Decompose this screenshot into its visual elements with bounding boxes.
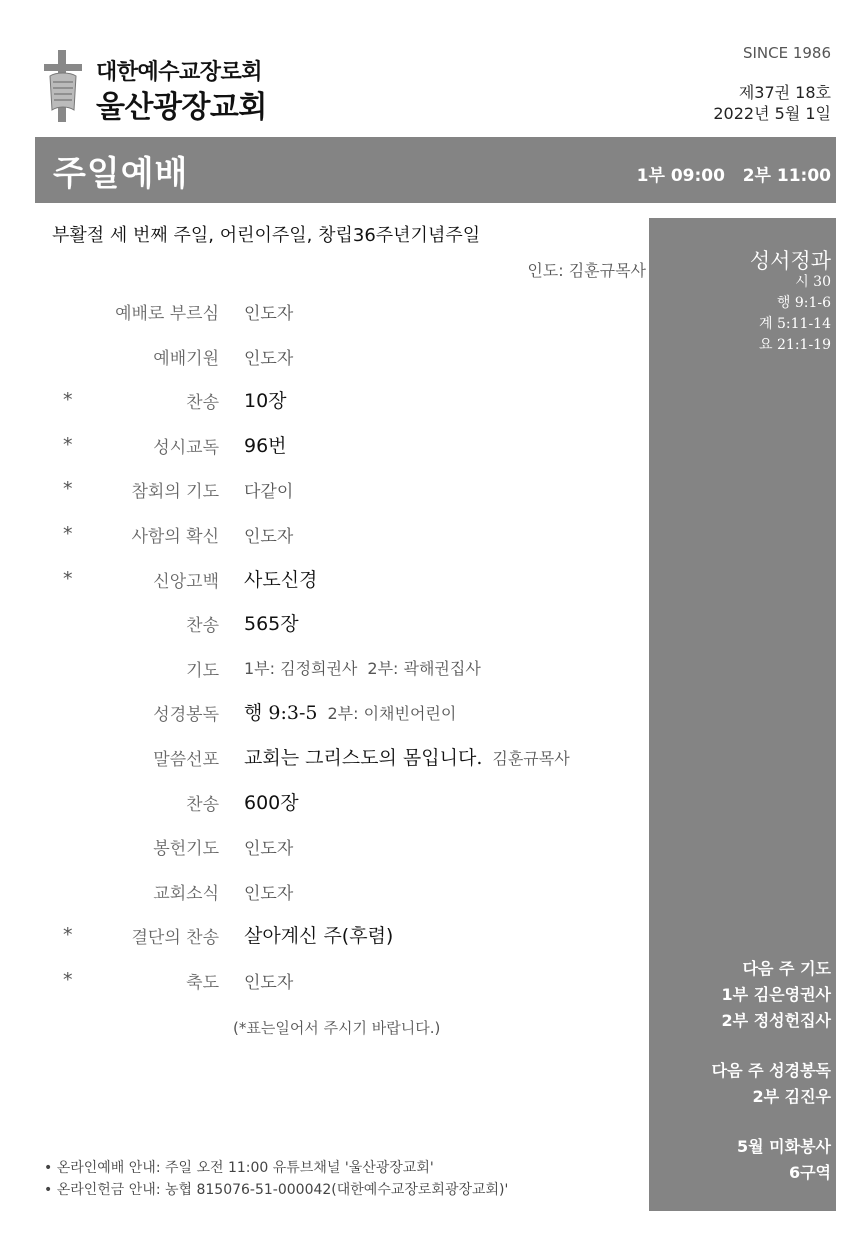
order-item-value-text: 인도자 bbox=[244, 527, 294, 547]
lectionary-reading: 행 9:1-6 bbox=[776, 295, 831, 311]
order-item-value-text: 인도자 bbox=[244, 349, 294, 369]
order-item-value-text: 행 9:3-5 bbox=[244, 702, 318, 724]
bulletin-date: 2022년 5월 1일 bbox=[713, 104, 831, 123]
service-leader: 인도: 김훈규목사 bbox=[527, 261, 646, 280]
online-worship-info: • 온라인예배 안내: 주일 오전 11:00 유튜브채널 '울산광장교회' bbox=[44, 1160, 434, 1176]
since-year: SINCE 1986 bbox=[742, 44, 831, 62]
order-item-label: 찬송 bbox=[186, 795, 219, 815]
order-item-value bbox=[244, 834, 293, 859]
order-item-value-text: 인도자 bbox=[244, 304, 294, 324]
standing-marker: * bbox=[63, 478, 73, 500]
next-prayer-second: 2부 정성헌집사 bbox=[721, 1011, 831, 1030]
order-item-value-text: 600장 bbox=[244, 792, 299, 814]
order-item-label: 봉헌기도 bbox=[153, 839, 219, 859]
order-item-value bbox=[244, 386, 287, 413]
next-reading-title: 다음 주 성경봉독 bbox=[711, 1061, 831, 1080]
order-item-label: 교회소식 bbox=[153, 884, 219, 904]
order-item-label: 신앙고백 bbox=[153, 572, 219, 592]
lectionary-title: 성서정과 bbox=[749, 249, 831, 273]
order-item-label: 예배로 부르심 bbox=[115, 304, 219, 324]
standing-marker: * bbox=[63, 389, 73, 411]
order-item-value bbox=[244, 344, 293, 369]
banner-title: 주일예배 bbox=[53, 154, 189, 194]
order-item-value bbox=[244, 565, 317, 592]
order-item-value bbox=[244, 968, 293, 993]
standing-marker: * bbox=[63, 434, 73, 456]
order-item-value-text: 인도자 bbox=[244, 839, 294, 859]
standing-marker: * bbox=[63, 523, 73, 545]
order-item-value-text: 살아계신 주(후렴) bbox=[244, 925, 394, 947]
order-item-extra: 2부: 이채빈어린이 bbox=[327, 704, 457, 723]
standing-note: (*표는일어서 주시기 바랍니다.) bbox=[233, 1019, 441, 1037]
order-item-value bbox=[244, 698, 456, 725]
order-item-value-text: 10장 bbox=[244, 390, 287, 412]
order-item-label: 찬송 bbox=[186, 616, 219, 636]
order-item-value-text: 다같이 bbox=[244, 482, 294, 502]
order-item-label: 성시교독 bbox=[153, 438, 219, 458]
order-item-value-text: 1부: 김정희권사 bbox=[244, 659, 358, 678]
order-item-label: 기도 bbox=[186, 661, 219, 681]
order-item-label: 사함의 확신 bbox=[131, 527, 219, 547]
church-name: 울산광장교회 bbox=[96, 90, 267, 125]
order-item-extra: 2부: 곽해권집사 bbox=[367, 659, 481, 678]
next-prayer-title: 다음 주 기도 bbox=[742, 959, 831, 978]
order-item-value-text: 인도자 bbox=[244, 884, 294, 904]
order-item-value bbox=[244, 656, 481, 679]
order-item-label: 참회의 기도 bbox=[131, 482, 219, 502]
lectionary-reading: 계 5:11-14 bbox=[759, 316, 831, 332]
order-item-label: 축도 bbox=[186, 973, 219, 993]
order-item-extra: 김훈규목사 bbox=[492, 749, 570, 768]
next-reading-reader: 2부 김진우 bbox=[752, 1087, 831, 1106]
order-item-label: 결단의 찬송 bbox=[131, 928, 219, 948]
flower-service-title: 5월 미화봉사 bbox=[737, 1137, 831, 1156]
order-item-label: 예배기원 bbox=[153, 349, 219, 369]
order-item-label: 찬송 bbox=[186, 393, 219, 413]
order-item-value bbox=[244, 743, 570, 770]
service-times: 1부 09:00 2부 11:00 bbox=[636, 166, 831, 186]
next-prayer-first: 1부 김은영권사 bbox=[721, 985, 831, 1004]
standing-marker: * bbox=[63, 969, 73, 991]
order-item-value bbox=[244, 299, 293, 324]
order-item-label: 말씀선포 bbox=[153, 750, 219, 770]
flower-service-group: 6구역 bbox=[788, 1163, 831, 1182]
order-item-value bbox=[244, 477, 293, 502]
issue-number: 제37권 18호 bbox=[738, 83, 831, 102]
order-item-value bbox=[244, 609, 299, 636]
order-item-value bbox=[244, 921, 393, 948]
order-item-value-text: 96번 bbox=[244, 435, 287, 457]
order-item-value-text: 565장 bbox=[244, 613, 299, 635]
lectionary-reading: 요 21:1-19 bbox=[759, 337, 831, 353]
order-item-value bbox=[244, 431, 287, 458]
order-item-value-text: 교회는 그리스도의 몸입니다. bbox=[244, 747, 483, 769]
order-item-label: 성경봉독 bbox=[153, 705, 219, 725]
service-occasion: 부활절 세 번째 주일, 어린이주일, 창립36주년기념주일 bbox=[52, 225, 481, 246]
order-item-value bbox=[244, 788, 299, 815]
lectionary-reading: 시 30 bbox=[795, 274, 831, 290]
order-item-value-text: 사도신경 bbox=[244, 569, 318, 591]
denomination-name: 대한예수교장로회 bbox=[96, 60, 263, 85]
order-item-value bbox=[244, 879, 293, 904]
standing-marker: * bbox=[63, 924, 73, 946]
order-item-value bbox=[244, 522, 293, 547]
online-offering-info: • 온라인헌금 안내: 농협 815076-51-000042(대한예수교장로회광장교회)' bbox=[44, 1182, 509, 1198]
cross-logo-icon bbox=[40, 48, 86, 124]
order-item-value-text: 인도자 bbox=[244, 973, 294, 993]
standing-marker: * bbox=[63, 568, 73, 590]
